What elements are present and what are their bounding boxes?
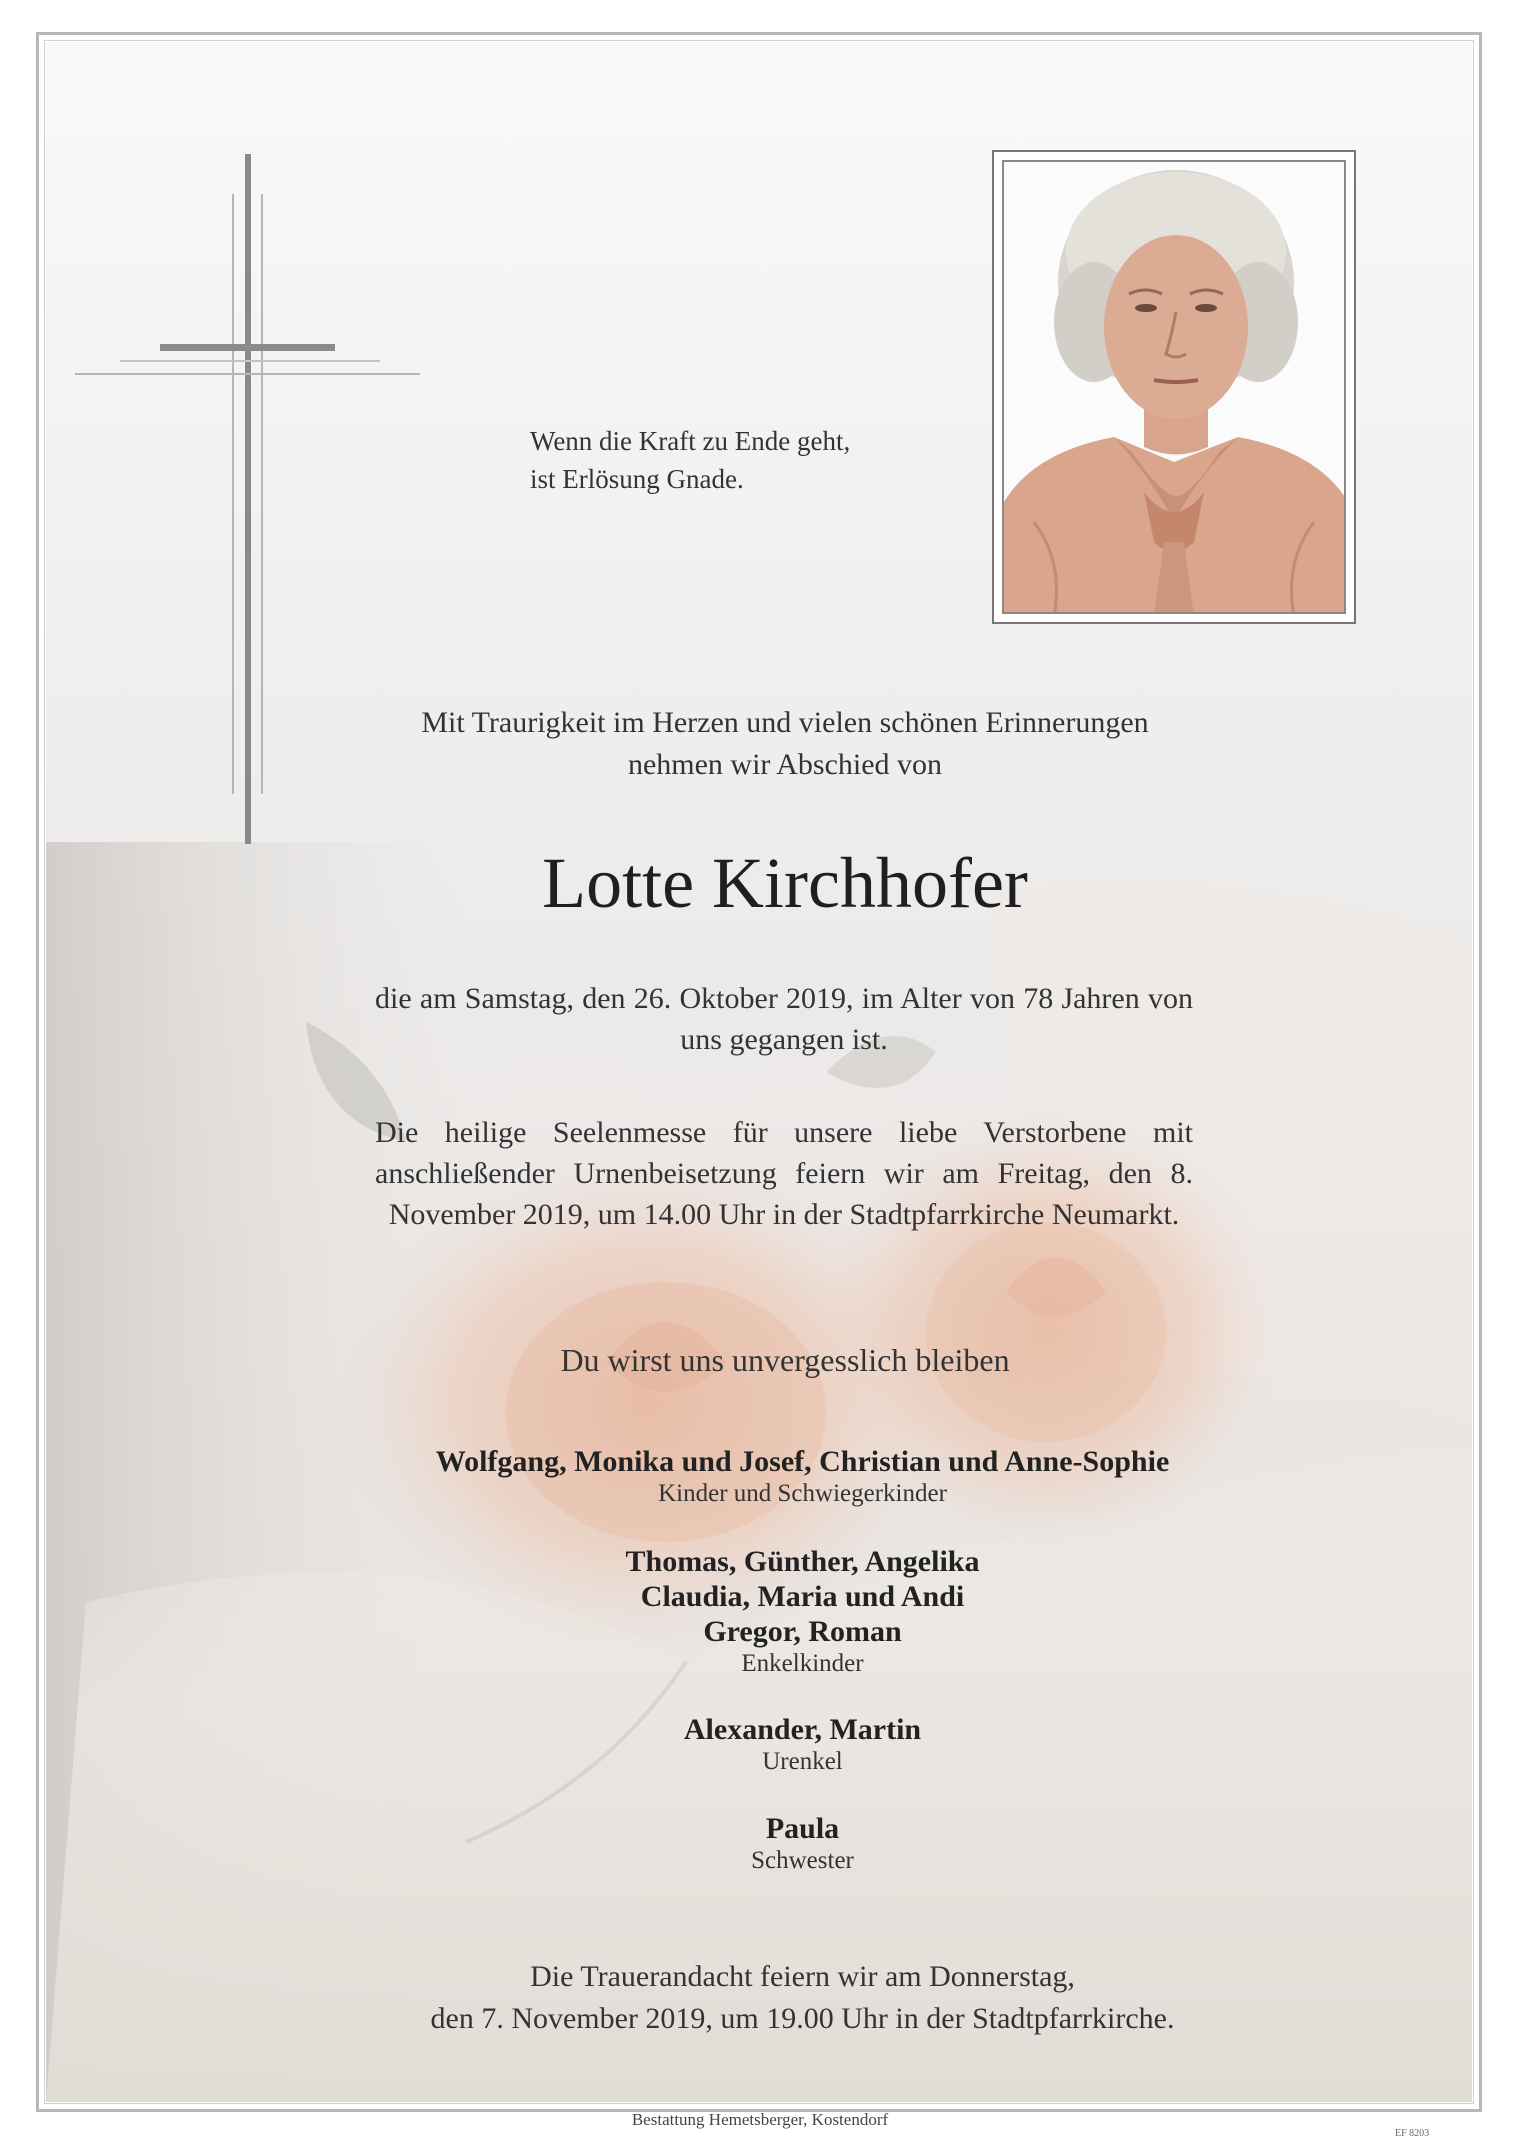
prayer-line-1: Die Trauerandacht feiern wir am Donnerstag, — [530, 1960, 1075, 1993]
portrait-illustration — [1004, 162, 1346, 614]
family-role: Urenkel — [762, 1748, 843, 1775]
intro-text — [340, 702, 1230, 786]
portrait-photo-frame — [992, 150, 1356, 624]
mass-notice: Die heilige Seelenmesse für unsere liebe Verstorbene mit anschließender Urnenbeisetzung feiern wir am Freitag, den 8. November 2019, um 14.00 Uhr in der Stadtpfarrkirche Neumarkt. — [375, 1116, 1193, 1231]
family-group-grandchildren — [340, 1544, 1265, 1679]
family-names: Claudia, Maria und Andi — [640, 1580, 965, 1613]
closing-line: Du wirst uns unvergesslich bleiben — [560, 1342, 1010, 1378]
family-names: Gregor, Roman — [703, 1615, 902, 1648]
death-notice: die am Samstag, den 26. Oktober 2019, im Alter von 78 Jahren von uns gegangen ist. — [375, 982, 1193, 1056]
prayer-line-2: den 7. November 2019, um 19.00 Uhr in der Stadtpfarrkirche. — [430, 2002, 1175, 2035]
portrait-photo — [1002, 160, 1346, 614]
deceased-name: Lotte Kirchhofer — [542, 843, 1028, 923]
intro-line-1: Mit Traurigkeit im Herzen und vielen schönen Erinnerungen — [421, 706, 1149, 739]
family-group-great-grandchildren — [340, 1712, 1265, 1777]
family-names: Paula — [765, 1812, 840, 1845]
intro-line-2: nehmen wir Abschied von — [627, 748, 943, 781]
family-names: Wolfgang, Monika und Josef, Christian und Anne-Sophie — [435, 1445, 1170, 1478]
family-names: Alexander, Martin — [683, 1713, 922, 1746]
family-names: Thomas, Günther, Angelika — [625, 1545, 980, 1578]
family-group-sister — [340, 1811, 1265, 1876]
family-role: Kinder und Schwiegerkinder — [658, 1480, 947, 1507]
quote-line-1: Wenn die Kraft zu Ende geht, — [530, 426, 851, 456]
quote — [530, 422, 950, 498]
prayer-service — [340, 1956, 1265, 2040]
family-group-children — [340, 1444, 1265, 1509]
quote-line-2: ist Erlösung Gnade. — [530, 464, 744, 494]
funeral-home-credit: Bestattung Hemetsberger, Kostendorf — [631, 2110, 889, 2129]
family-role: Enkelkinder — [741, 1650, 864, 1677]
family-role: Schwester — [751, 1847, 854, 1874]
template-code: EF 8203 — [1395, 2128, 1430, 2139]
